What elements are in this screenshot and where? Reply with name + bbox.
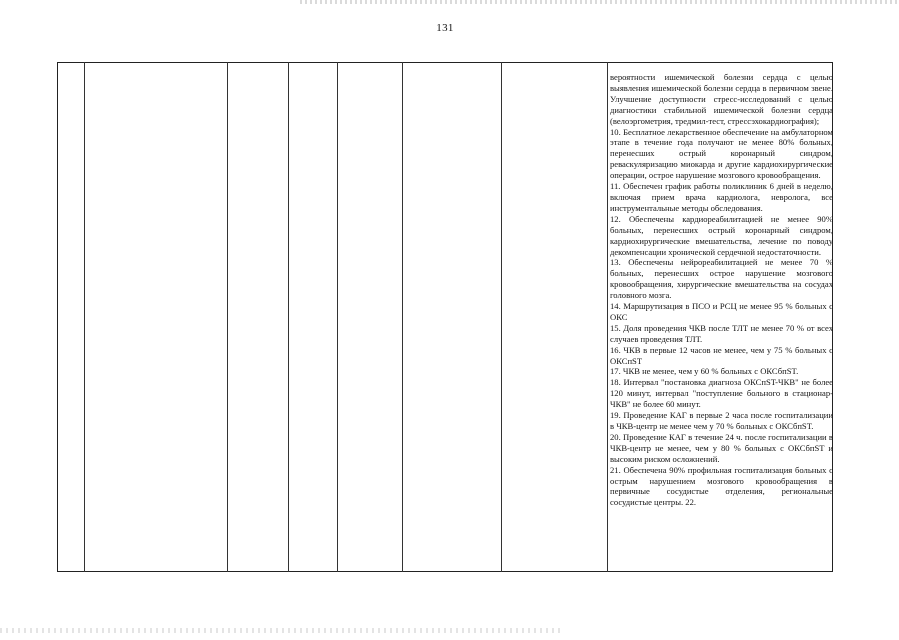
cell-paragraph: 20. Проведение КАГ в течение 24 ч. после госпитализации в ЧКВ-центр не менее, чем у 80 % больных с ОКСбпST и высоким риском осложнений. — [610, 431, 833, 464]
column-divider — [84, 62, 85, 572]
scan-artifact-bottom — [0, 628, 560, 633]
cell-paragraph: 19. Проведение КАГ в первые 2 часа после госпитализации в ЧКВ-центр не менее чем у 70 % больных с ОКСбпST. — [610, 410, 833, 431]
cell-paragraph: вероятности ишемической болезни сердца с целью выявления ишемической болезни сердца в первичном звене. Улучшение доступности стресс-исследований с целью диагностики стабильной ишемической болезни сердца (велоэргометрия, тредмил-тест, стрессэхокардиография); — [610, 72, 833, 126]
column-divider — [402, 62, 403, 572]
scan-artifact-top — [300, 0, 899, 4]
cell-paragraph: 16. ЧКВ в первые 12 часов не менее, чем у 75 % больных с ОКСпST — [610, 344, 833, 366]
table-cell-indicators — [610, 72, 833, 508]
column-divider — [607, 62, 608, 572]
cell-paragraph: 12. Обеспечены кардиореабилитацией не менее 90% больных, перенесших острый коронарный синдром, кардиохирургические вмешательства, лечение по поводу декомпенсации хронической сердечной недостаточности. — [610, 213, 833, 257]
cell-paragraph: 10. Бесплатное лекарственное обеспечение на амбулаторном этапе в течение года получают не менее 80% больных, перенесших острый коронарный синдром, реваскуляризацию миокарда и другие кардиохирургические операции, острое нарушение мозгового кровообращения. — [610, 126, 833, 181]
cell-paragraph: 18. Интервал "постановка диагноза ОКСпST-ЧКВ" не более 120 минут, интервал "поступление больного в стационар-ЧКВ" не более 60 минут. — [610, 377, 833, 410]
cell-paragraph: 15. Доля проведения ЧКВ после ТЛТ не менее 70 % от всех случаев проведения ТЛТ. — [610, 322, 833, 344]
column-divider — [227, 62, 228, 572]
column-divider — [288, 62, 289, 572]
cell-paragraph: 21. Обеспечена 90% профильная госпитализация больных с острым нарушением мозгового кровообращения в первичные сосудистые отделения, региональные сосудистые центры. 22. — [610, 464, 833, 508]
page-number: 131 — [436, 22, 454, 34]
column-divider — [337, 62, 338, 572]
cell-paragraph: 13. Обеспечены нейрореабилитацией не менее 70 % больных, перенесших острое нарушение мозгового кровообращения, хирургические вмешательства на сосудах головного мозга. — [610, 257, 833, 301]
cell-paragraph: 17. ЧКВ не менее, чем у 60 % больных с ОКСбпST. — [610, 366, 799, 377]
cell-paragraph: 11. Обеспечен график работы поликлиник 6 дней в неделю, включая прием врача кардиолога, невролога, все инструментальные методы обследования. — [610, 181, 833, 213]
cell-paragraph: 14. Маршрутизация в ПСО и РСЦ не менее 95 % больных с ОКС — [610, 301, 833, 322]
column-divider — [501, 62, 502, 572]
